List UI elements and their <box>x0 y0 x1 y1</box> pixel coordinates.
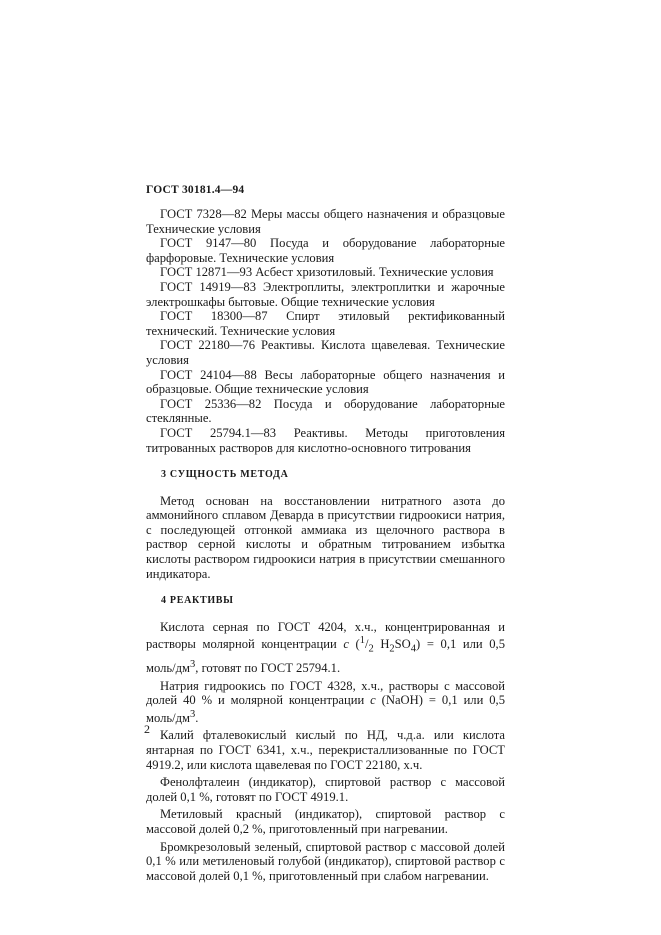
unit-superscript: 3 <box>190 658 196 670</box>
reference-item: ГОСТ 24104—88 Весы лабораторные общего назначения и образцовые. Общие технические условия <box>146 367 505 397</box>
fraction-numerator: 1 <box>359 635 365 647</box>
reference-item: ГОСТ 14919—83 Электроплиты, электроплитки и жарочные электрошкафы бытовые. Общие технические условия <box>146 279 505 309</box>
reference-item: ГОСТ 12871—93 Асбест хризотиловый. Технические условия <box>160 265 494 280</box>
formula-part: (NaOH) = 0,1 или 0,5 моль/дм <box>146 693 505 725</box>
reference-item: ГОСТ 9147—80 Посуда и оборудование лабораторные фарфоровые. Технические условия <box>146 236 505 265</box>
reference-item: ГОСТ 25336—82 Посуда и оборудование лабораторные стеклянные. <box>146 396 505 426</box>
formula-part: H <box>373 637 390 652</box>
reagent-item: Бромкрезоловый зеленый, спиртовой раствор с массовой долей 0,1 % или метиленовый голубой (индикатор), спиртовой раствор с массовой долей 0,1 %, приготовленный при слабом нагревании. <box>146 839 505 883</box>
reagent-text: , готовят по ГОСТ 25794.1. <box>195 660 341 675</box>
reference-item: ГОСТ 18300—87 Спирт этиловый ректификованный технический. Технические условия <box>146 309 505 338</box>
section-3-title: 3 СУЩНОСТЬ МЕТОДА <box>161 469 289 481</box>
section-3-text: Метод основан на восстановлении нитратного азота до аммонийного сплавом Деварда в присутствии гидроокиси натрия, с последующей отгонкой аммиака из щелочного раствора в раствор серной кислоты и обратным титрованием избытка кислоты раствором гидроокиси натрия в присутствии смешанного индикатора. <box>146 493 505 581</box>
concentration-symbol: c <box>343 637 349 652</box>
reagent-text: Кислота серная по ГОСТ 4204, х.ч., концентрированная и растворы молярной концентрации <box>146 619 505 652</box>
reagent-item: Фенолфталеин (индикатор), спиртовой раствор с массовой долей 0,1 %, готовят по ГОСТ 4919.1. <box>146 775 505 804</box>
page-number: 2 <box>144 722 150 736</box>
reagent-item: Метиловый красный (индикатор), спиртовой раствор с массовой долей 0,2 %, приготовленный при нагревании. <box>146 807 505 837</box>
formula-part: SO <box>394 637 411 652</box>
reagent-text: Натрия гидроокись по ГОСТ 4328, х.ч., растворы с массовой долей 40 % и молярной концентрации <box>146 678 505 708</box>
reference-item: ГОСТ 22180—76 Реактивы. Кислота щавелевая. Технические условия <box>146 338 505 367</box>
section-4-title: 4 РЕАКТИВЫ <box>161 595 234 607</box>
reagent-item <box>146 620 505 676</box>
formula-subscript: 2 <box>389 644 395 656</box>
reagent-item: Калий фталевокислый кислый по НД, ч.д.а. или кислота янтарная по ГОСТ 6341, х.ч., перекристаллизованные по ГОСТ 4919.2, или кислота щавелевая по ГОСТ 22180, х.ч. <box>146 728 505 772</box>
document-body <box>146 207 505 883</box>
fraction-slash: / <box>364 637 369 652</box>
reference-item: ГОСТ 7328—82 Меры массы общего назначения и образцовые Технические условия <box>146 207 505 236</box>
reference-item: ГОСТ 25794.1—83 Реактивы. Методы приготовления титрованных растворов для кислотно-основного титрования <box>146 425 505 455</box>
unit-superscript: 3 <box>190 708 196 720</box>
page-header: ГОСТ 30181.4—94 <box>146 184 245 196</box>
formula-part: ) = 0,1 или 0,5 моль/дм <box>146 637 505 675</box>
fraction-denominator: 2 <box>368 644 374 656</box>
reagent-text: . <box>195 710 199 725</box>
formula-part: ( <box>348 637 360 652</box>
concentration-symbol: c <box>370 693 376 708</box>
formula-subscript: 4 <box>410 644 417 656</box>
reagent-item <box>146 679 505 726</box>
